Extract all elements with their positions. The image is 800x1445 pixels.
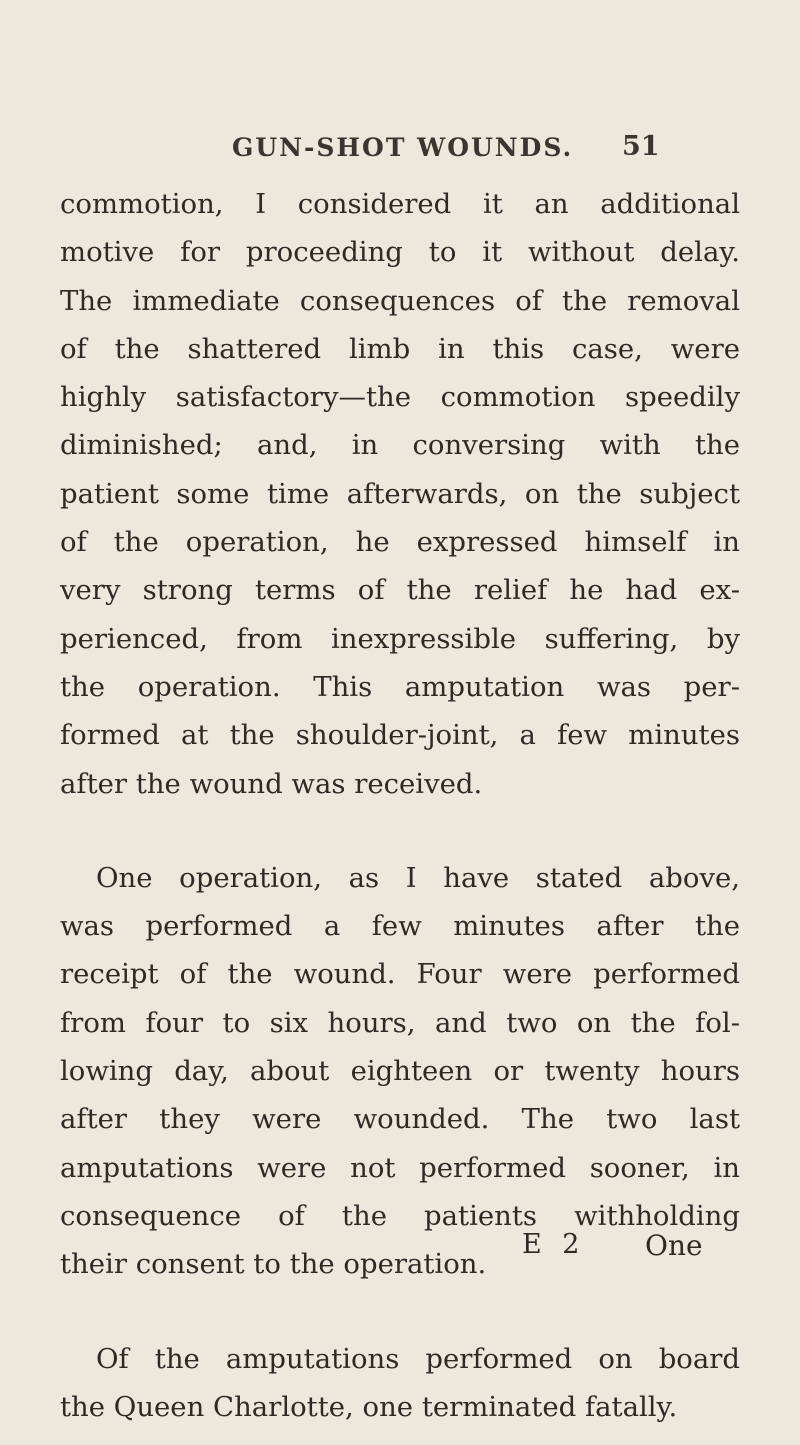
paragraph-3 [60, 1335, 740, 1432]
text-line: motive for proceeding to it without delay. [60, 236, 740, 269]
text-line: receipt of the wound. Four were performed [60, 958, 740, 991]
text-line: The immediate consequences of the removal [60, 284, 740, 317]
text-line: very strong terms of the relief he had ex- [60, 574, 740, 607]
text-line: the Queen Charlotte, one terminated fatally. [60, 1390, 678, 1423]
text-line: commotion, I considered it an additional [60, 188, 740, 220]
text-line: the operation. This amputation was per- [60, 670, 740, 703]
text-line: formed at the shoulder-joint, a few minutes [60, 719, 740, 752]
text-line: One operation, as I have stated above, [96, 861, 740, 894]
catchword: One [645, 1229, 703, 1262]
text-line: their consent to the operation. [60, 1248, 487, 1281]
text-line: consequence of the patients withholding [60, 1199, 740, 1232]
text-line: lowing day, about eighteen or twenty hours [60, 1055, 740, 1088]
text-line: Of the amputations performed on board [96, 1342, 740, 1375]
paragraph-2 [60, 854, 740, 1289]
text-line: perienced, from inexpressible suffering, by [60, 622, 740, 655]
running-title: GUN-SHOT WOUNDS. [232, 133, 574, 162]
page-header [0, 133, 800, 173]
paragraph-1 [60, 180, 740, 808]
text-line: from four to six hours, and two on the fol- [60, 1006, 740, 1039]
text-line: of the shattered limb in this case, were [60, 332, 740, 365]
text-line: amputations were not performed sooner, in [60, 1151, 740, 1184]
text-line: diminished; and, in conversing with the [60, 429, 740, 462]
signature-mark: E 2 [522, 1229, 586, 1260]
text-line: patient some time afterwards, on the subject [60, 477, 740, 510]
text-line: highly satisfactory—the commotion speedily [60, 381, 740, 414]
text-line: after they were wounded. The two last [60, 1103, 740, 1136]
page-footer [0, 1229, 800, 1279]
text-line: of the operation, he expressed himself in [60, 526, 740, 559]
text-line: after the wound was received. [60, 767, 483, 800]
page-number: 51 [622, 131, 660, 162]
text-line: was performed a few minutes after the [60, 910, 740, 943]
